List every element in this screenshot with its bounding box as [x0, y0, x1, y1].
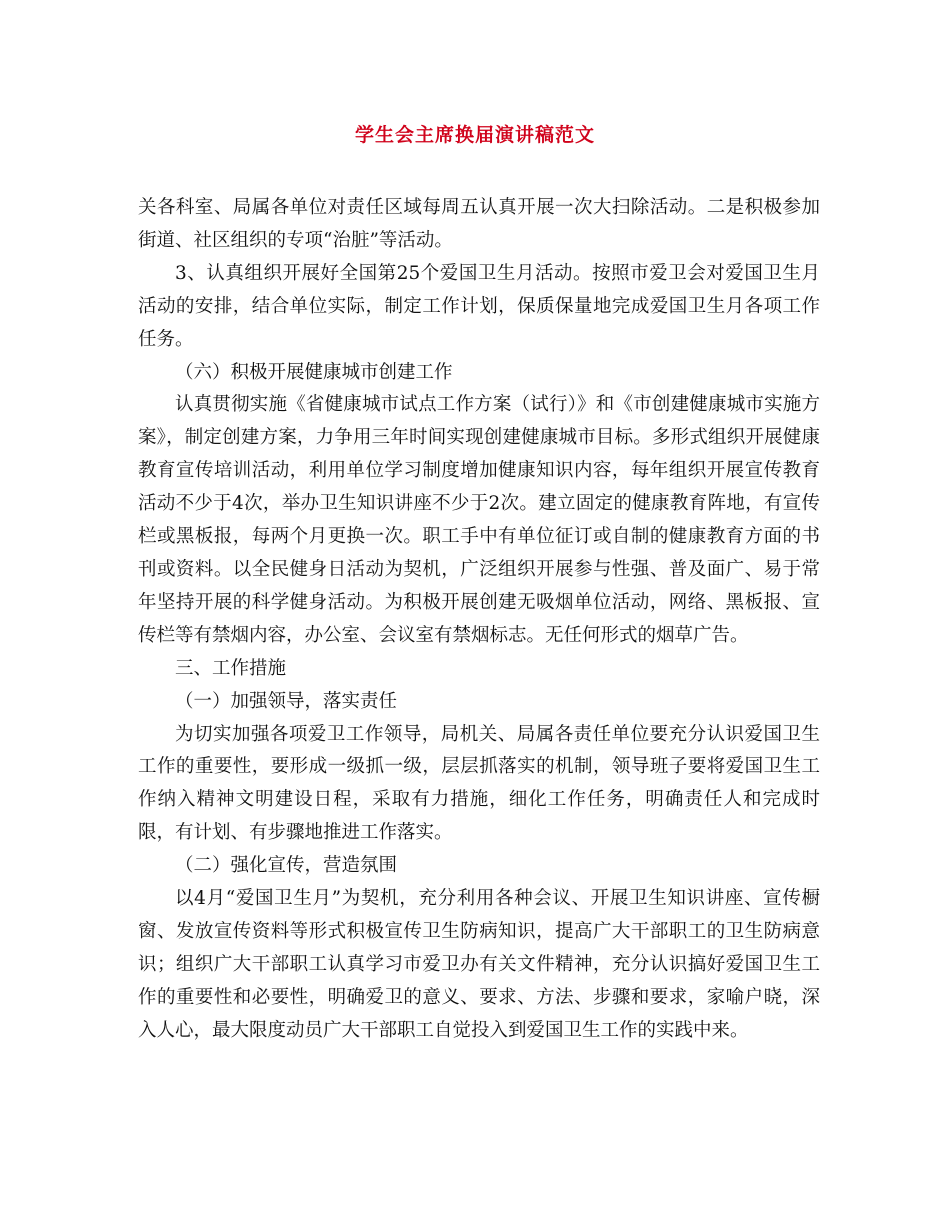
section-heading: （六）积极开展健康城市创建工作 — [175, 361, 453, 383]
document-title: 学生会主席换届演讲稿范文 — [354, 124, 595, 146]
section-heading: 三、工作措施 — [175, 657, 287, 679]
paragraph: 为切实加强各项爱卫工作领导，局机关、局属各责任单位要充分认识爱国卫生工作的重要性，要形成一级抓一级，层层抓落实的机制，领导班子要将爱国卫生工作纳入精神文明建设日程，采取有力措施，细化工作任务，明确责任人和完成时限，有计划、有步骤地推进工作落实。 — [138, 723, 820, 844]
section-heading: （一）加强领导，落实责任 — [175, 690, 398, 712]
paragraph: 关各科室、局属各单位对责任区域每周五认真开展一次大扫除活动。二是积极参加街道、社区组织的专项“治脏”等活动。 — [138, 197, 820, 251]
paragraph: 以4月“爱国卫生月”为契机，充分利用各种会议、开展卫生知识讲座、宣传橱窗、发放宣传资料等形式积极宣传卫生防病知识，提高广大干部职工的卫生防病意识；组织广大干部职工认真学习市爱卫办有关文件精神，充分认识搞好爱国卫生工作的重要性和必要性，明确爱卫的意义、要求、方法、步骤和要求，家喻户晓，深入人心，最大限度动员广大干部职工自觉投入到爱国卫生工作的实践中来。 — [138, 888, 820, 1041]
paragraph: 3、认真组织开展好全国第25个爱国卫生月活动。按照市爱卫会对爱国卫生月活动的安排，结合单位实际，制定工作计划，保质保量地完成爱国卫生月各项工作任务。 — [138, 262, 820, 350]
paragraph: 认真贯彻实施《省健康城市试点工作方案（试行）》和《市创建健康城市实施方案》，制定创建方案，力争用三年时间实现创建健康城市目标。多形式组织开展健康教育宣传培训活动，利用单位学习制度增加健康知识内容，每年组织开展宣传教育活动不少于4次，举办卫生知识讲座不少于2次。建立固定的健康教育阵地，有宣传栏或黑板报，每两个月更换一次。职工手中有单位征订或自制的健康教育方面的书刊或资料。以全民健身日活动为契机，广泛组织开展参与性强、普及面广、易于常年坚持开展的科学健身活动。为积极开展创建无吸烟单位活动，网络、黑板报、宣传栏等有禁烟内容，办公室、会议室有禁烟标志。无任何形式的烟草广告。 — [138, 394, 820, 646]
document-body — [138, 192, 820, 1048]
section-heading: （二）强化宣传，营造氛围 — [175, 855, 398, 877]
